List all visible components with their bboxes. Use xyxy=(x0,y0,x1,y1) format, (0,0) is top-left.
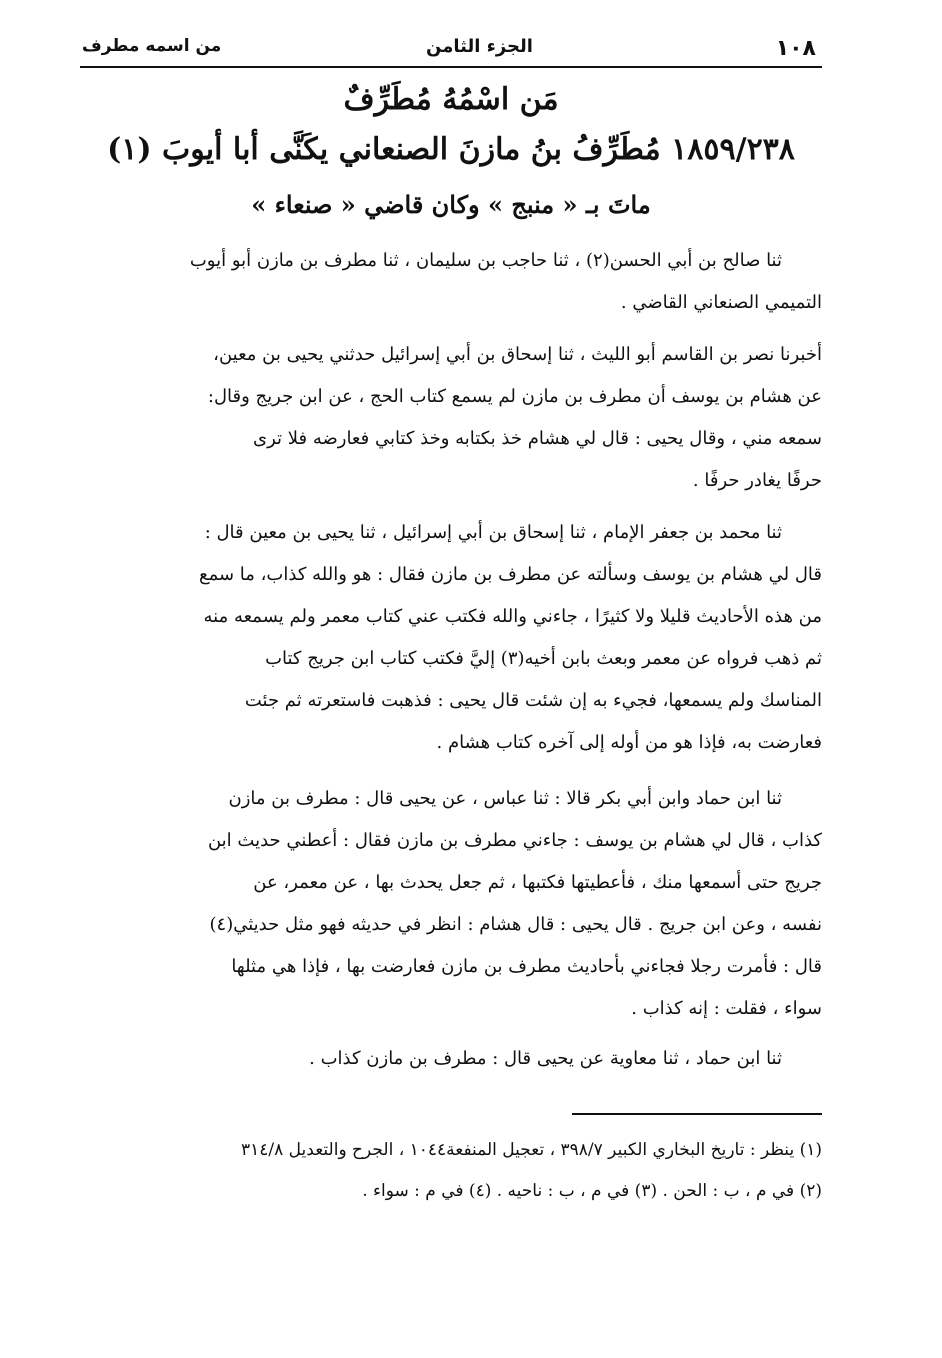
text-line: ثنا محمد بن جعفر الإمام ، ثنا إسحاق بن أبي إسرائيل ، ثنا يحيى بن معين قال : xyxy=(204,522,782,543)
text-line: من هذه الأحاديث قليلا ولا كثيرًا ، جاءني والله فكتب عني كتاب معمر ولم يسمعه منه xyxy=(203,606,822,627)
page-number: ١٠٨ xyxy=(775,36,816,61)
paragraph-1 xyxy=(80,240,822,324)
text-line: كذاب ، قال لي هشام بن يوسف : جاءني مطرف بن مازن فقال : أعطني حديث ابن xyxy=(207,830,822,851)
text-line: قال لي هشام بن يوسف وسألته عن مطرف بن مازن فقال : هو والله كذاب، ما سمع xyxy=(198,564,822,585)
text-line: ثم ذهب فرواه عن معمر وبعث بابن أخيه(٣) إليَّ فكتب كتاب ابن جريج كتاب xyxy=(265,648,822,669)
text-line: أخبرنا نصر بن القاسم أبو الليث ، ثنا إسحاق بن أبي إسرائيل حدثني يحيى بن معين، xyxy=(213,344,822,365)
paragraph-4 xyxy=(80,778,822,1030)
paragraph-5 xyxy=(80,1038,822,1080)
entry-subtitle: ماتَ بـ « منبج » وكان قاضي « صنعاء » xyxy=(251,190,651,219)
footnote-rule xyxy=(572,1113,822,1115)
text-line: ثنا صالح بن أبي الحسن(٢) ، ثنا حاجب بن سليمان ، ثنا مطرف بن مازن أبو أيوب xyxy=(189,250,782,271)
text-line: سمعه مني ، وقال يحيى : قال لي هشام خذ بكتابه وخذ كتابي فعارضه فلا ترى xyxy=(253,428,822,449)
paragraph-2 xyxy=(80,334,822,502)
text-line: ثنا ابن حماد ، ثنا معاوية عن يحيى قال : مطرف بن مازن كذاب . xyxy=(309,1048,782,1069)
text-line: سواء ، فقلت : إنه كذاب . xyxy=(631,998,822,1019)
text-line: عن هشام بن يوسف أن مطرف بن مازن لم يسمع كتاب الحج ، عن ابن جريج وقال: xyxy=(207,386,822,407)
text-line: نفسه ، وعن ابن جريج . قال يحيى : قال هشام : انظر في حديثه فهو مثل حديثي(٤) xyxy=(209,914,822,935)
running-head-volume: الجزء الثامن xyxy=(426,36,533,57)
text-line: التميمي الصنعاني القاضي . xyxy=(620,292,822,313)
text-line: جريج حتى أسمعها منك ، فأعطيتها فكتبها ، ثم جعل يحدث بها ، عن معمر، عن xyxy=(253,872,822,893)
text-line: حرفًا يغادر حرفًا . xyxy=(692,470,822,491)
text-line: قال : فأمرت رجلا فجاءني بأحاديث مطرف بن مازن فعارضت بها ، فإذا هي مثلها xyxy=(231,956,822,977)
text-line: المناسك ولم يسمعها، فجيء به إن شئت قال يحيى : فذهبت فاستعرته ثم جئت xyxy=(244,690,822,711)
header-rule xyxy=(80,66,822,68)
paragraph-3 xyxy=(80,512,822,764)
footnote-2-4: (٢) في م ، ب : الحن . (٣) في م ، ب : ناحيه . (٤) في م : سواء . xyxy=(362,1181,822,1201)
footnote-1: (١) ينظر : تاريخ البخاري الكبير ٣٩٨/٧ ، تعجيل المنفعة١٠٤٤ ، الجرح والتعديل ٣١٤/٨ xyxy=(241,1140,822,1160)
running-head-section: من اسمه مطرف xyxy=(82,36,222,56)
section-title: مَن اسْمُهُ مُطَرِّفٌ xyxy=(343,82,559,117)
entry-title: ١٨٥٩/٢٣٨ مُطَرِّفُ بنُ مازنَ الصنعاني يكَنَّى أبا أيوبَ (١) xyxy=(107,132,795,167)
text-line: ثنا ابن حماد وابن أبي بكر قالا : ثنا عباس ، عن يحيى قال : مطرف بن مازن xyxy=(228,788,782,809)
text-line: فعارضت به، فإذا هو من أوله إلى آخره كتاب هشام . xyxy=(436,732,822,753)
